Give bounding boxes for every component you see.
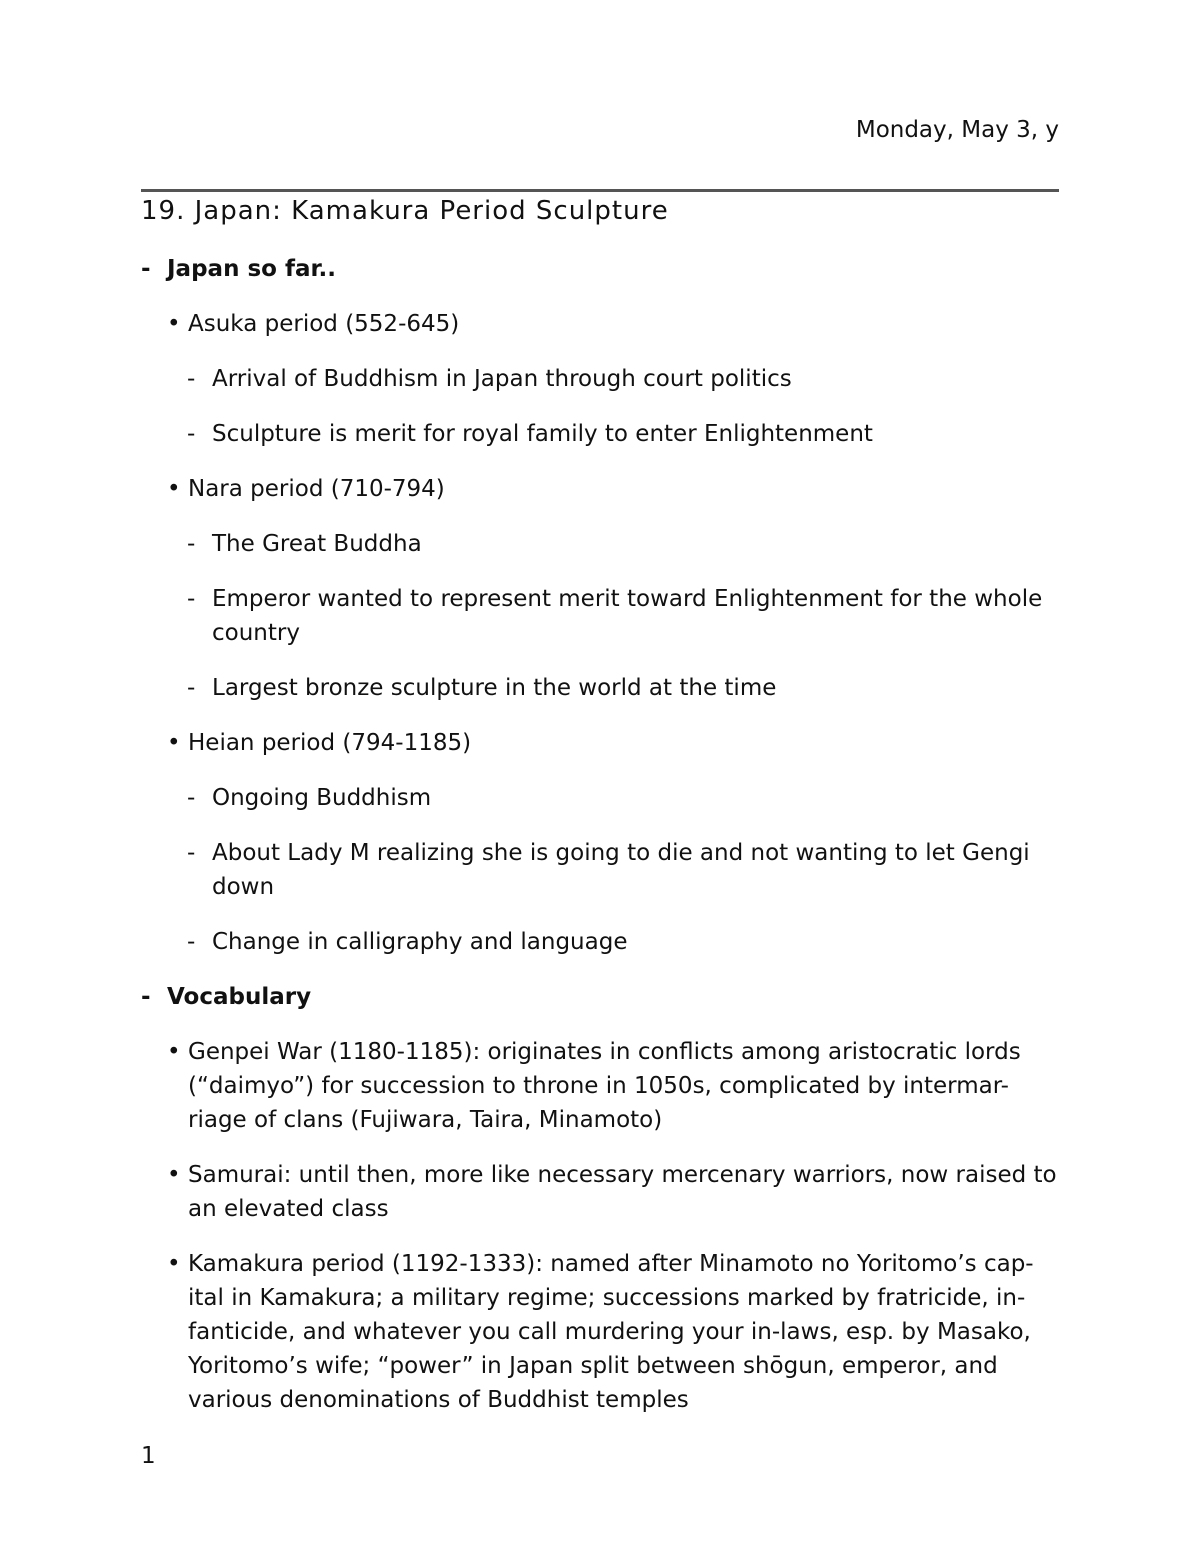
sub-list-item-text: About Lady M realizing she is going to die and not wanting to let Gengi down <box>212 840 1030 900</box>
dash-marker: - <box>187 840 196 866</box>
dash-marker: - <box>141 984 151 1010</box>
list-item-text: Heian period (794-1185) <box>188 730 472 756</box>
bullet-icon: • <box>167 1251 181 1277</box>
list-item <box>141 1247 1066 1417</box>
header-rule <box>141 189 1059 192</box>
sub-list-item <box>141 925 1066 959</box>
list-item-text: Samurai: until then, more like necessary mercenary warriors, now raised to an elevated class <box>188 1162 1057 1222</box>
sub-list-item <box>141 417 1066 451</box>
dash-marker: - <box>187 531 196 557</box>
dash-marker: - <box>187 421 196 447</box>
bullet-icon: • <box>167 1162 181 1188</box>
sub-list-item <box>141 582 1066 650</box>
sub-list-item-text: Sculpture is merit for royal family to enter Enlightenment <box>212 421 873 447</box>
list-item <box>141 307 1066 341</box>
sub-list-item <box>141 781 1066 815</box>
bullet-icon: • <box>167 730 181 756</box>
page-number: 1 <box>141 1443 156 1469</box>
sub-list-item-text: Arrival of Buddhism in Japan through court politics <box>212 366 792 392</box>
sub-list-item-text: The Great Buddha <box>212 531 422 557</box>
sub-list-item <box>141 362 1066 396</box>
dash-marker: - <box>187 586 196 612</box>
dash-marker: - <box>141 256 151 282</box>
sub-list-item-text: Emperor wanted to represent merit toward Enlightenment for the whole country <box>212 586 1043 646</box>
list-item <box>141 1035 1066 1137</box>
list-item <box>141 472 1066 506</box>
sub-list-item-text: Change in calligraphy and language <box>212 929 628 955</box>
list-item <box>141 726 1066 760</box>
page-header-date: Monday, May 3, y <box>855 117 1059 143</box>
bullet-icon: • <box>167 1039 181 1065</box>
sub-list-item <box>141 527 1066 561</box>
page-title: 19. Japan: Kamakura Period Sculpture <box>141 196 669 226</box>
dash-marker: - <box>187 785 196 811</box>
sub-list-item <box>141 836 1066 904</box>
list-item-text: Asuka period (552-645) <box>188 311 460 337</box>
section-heading <box>141 980 1066 1014</box>
dash-marker: - <box>187 675 196 701</box>
dash-marker: - <box>187 929 196 955</box>
sub-list-item-text: Ongoing Buddhism <box>212 785 432 811</box>
dash-marker: - <box>187 366 196 392</box>
list-item-text: Genpei War (1180-1185): originates in conflicts among aristocratic lords (“daimyo”) for succession to throne in 1050s, complicated by intermar-riage of clans (Fujiwara, Taira, Minamoto) <box>188 1039 1021 1133</box>
notes-body <box>141 252 1066 1438</box>
bullet-icon: • <box>167 311 181 337</box>
sub-list-item <box>141 671 1066 705</box>
section-heading <box>141 252 1066 286</box>
section-heading-text: Vocabulary <box>167 984 312 1010</box>
sub-list-item-text: Largest bronze sculpture in the world at the time <box>212 675 777 701</box>
list-item-text: Kamakura period (1192-1333): named after Minamoto no Yoritomo’s cap-ital in Kamakura; a military regime; successions marked by fratricide, in-fanticide, and whatever you call murdering your in-laws, esp. by Masako, Yoritomo’s wife; “power” in Japan split between shōgun, emperor, and various denominations of Buddhist temples <box>188 1251 1034 1413</box>
list-item <box>141 1158 1066 1226</box>
list-item-text: Nara period (710-794) <box>188 476 445 502</box>
section-heading-text: Japan so far.. <box>167 256 337 282</box>
bullet-icon: • <box>167 476 181 502</box>
